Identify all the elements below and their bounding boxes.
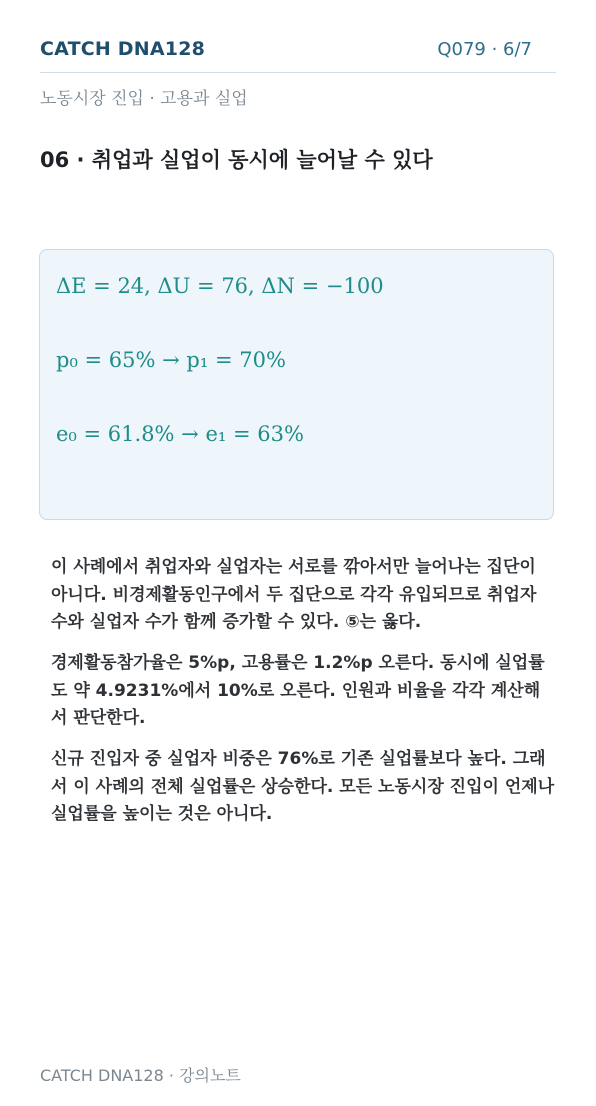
formula-changes: ΔE = 24, ΔU = 76, ΔN = −100 [56,274,384,298]
brand-title: CATCH DNA128 [40,38,206,60]
breadcrumb: 노동시장 진입 · 고용과 실업 [40,89,248,109]
footer: CATCH DNA128 · 강의노트 [40,1066,241,1085]
question-number: Q079 · 6/7 [437,39,532,60]
paragraph-1: 이 사례에서 취업자와 실업자는 서로를 깎아서만 늘어나는 집단이 아니다. 비경제활동인구에서 두 집단으로 각각 유입되므로 취업자 수와 실업자 수가 함께 증가할 수 있다. ⑤는 옳다. [51,557,537,632]
paragraph-2: 경제활동참가율은 5%p, 고용률은 1.2%p 오른다. 동시에 실업률도 약 4.9231%에서 10%로 오른다. 인원과 비율을 각각 계산해서 판단한다. [51,653,545,728]
header [40,36,556,73]
paragraph-3: 신규 진입자 중 실업자 비중은 76%로 기존 실업률보다 높다. 그래서 이 사례의 전체 실업률은 상승한다. 모든 노동시장 진입이 언제나 실업률을 높이는 것은 아니다. [51,749,555,824]
formula-employment-rate: e₀ = 61.8% → e₁ = 63% [56,422,304,446]
formula-box [39,249,554,520]
page-title: 06 · 취업과 실업이 동시에 늘어날 수 있다 [40,148,433,172]
formula-participation-rate: p₀ = 65% → p₁ = 70% [56,348,286,372]
